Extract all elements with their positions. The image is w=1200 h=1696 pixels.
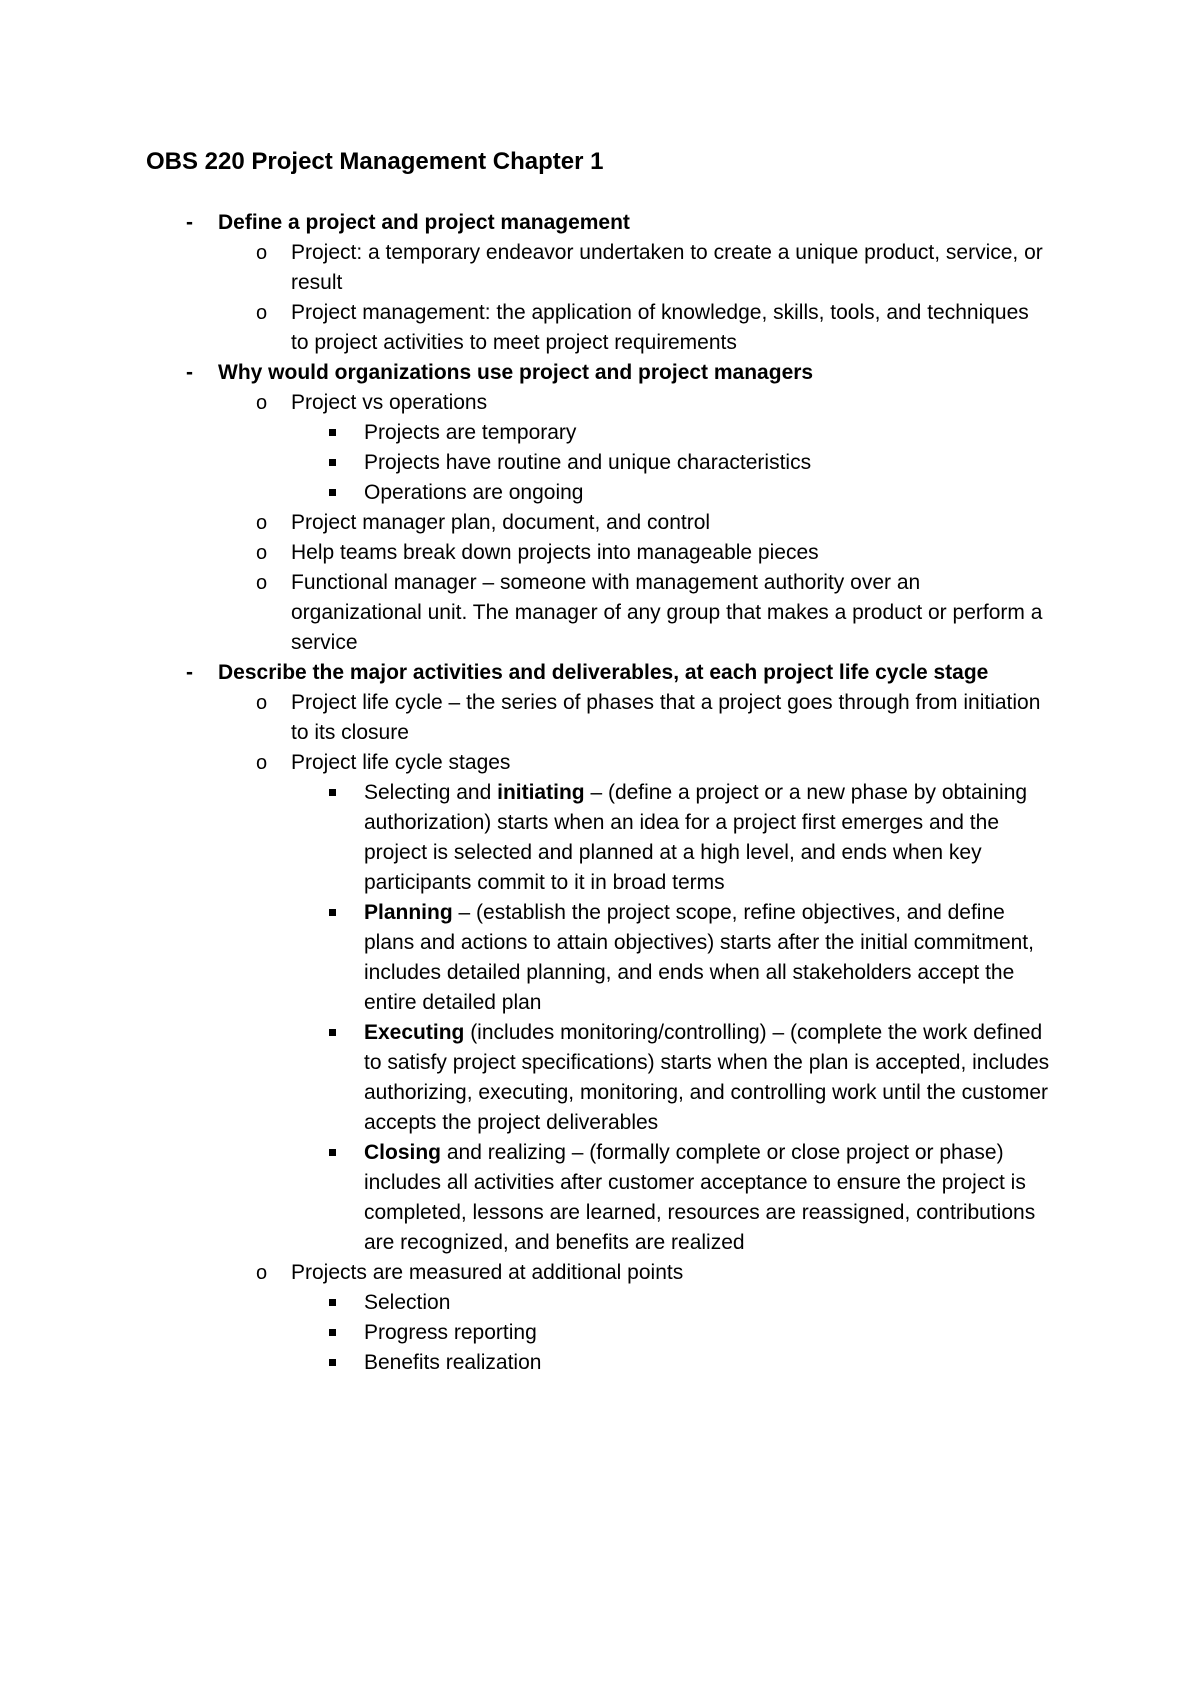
circle-bullet-icon: o [256,692,268,714]
section-heading [0,208,1078,238]
stage-name: Executing [364,1021,465,1044]
square-bullet-icon [329,489,336,496]
dash-marker: - [186,361,193,384]
sub-list-item-text: Progress reporting [364,1321,537,1344]
circle-bullet-icon: o [256,302,268,324]
document-title: OBS 220 Project Management Chapter 1 [146,148,604,175]
square-bullet-icon [329,1359,336,1366]
outline [0,208,1200,1378]
square-bullet-icon [329,909,336,916]
stage-name: Planning [364,901,453,924]
square-bullet-icon [329,1029,336,1036]
list-item-text: Project management: the application of knowledge, skills, tools, and techniques to project activities to meet project requirements [291,301,1029,354]
list-item-text: Project vs operations [291,391,488,414]
section-heading [0,358,1078,388]
stage-item [0,778,1054,898]
section-heading-text: Why would organizations use project and project managers [218,361,814,384]
sub-list-item-text: Benefits realization [364,1351,542,1374]
dash-marker: - [186,211,193,234]
sub-list-item [0,1288,1054,1318]
sub-list-item-text: Operations are ongoing [364,481,584,504]
sub-list-item [0,418,1054,448]
circle-bullet-icon: o [256,392,268,414]
section-heading [0,658,1078,688]
stage-item [0,1138,1054,1258]
sub-list-item-text: Selection [364,1291,451,1314]
dash-marker: - [186,661,193,684]
sub-list-item [0,448,1054,478]
square-bullet-icon [329,459,336,466]
sub-list-item-text: Projects are temporary [364,421,577,444]
stage-description: – (define a project or a new phase by obtaining authorization) starts when an idea for a project first emerges and the project is selected and planned at a high level, and ends when key participants commit to it in broad terms [364,781,1028,894]
sub-list-item-text: Projects have routine and unique characteristics [364,451,812,474]
list-item-text: Project life cycle stages [291,751,511,774]
list-item [0,568,1051,658]
stage-description: (includes monitoring/controlling) – (complete the work defined to satisfy project specifications) starts when the plan is accepted, includes authorizing, executing, monitoring, and controlling work until the customer accepts the project deliverables [364,1021,1050,1134]
list-item [0,748,1051,778]
sub-list-item [0,1348,1054,1378]
sub-list-item [0,478,1054,508]
list-item-text: Functional manager – someone with management authority over an organizational unit. The manager of any group that makes a product or perform a service [291,571,1043,654]
circle-bullet-icon: o [256,1262,268,1284]
stage-description: – (establish the project scope, refine objectives, and define plans and actions to attain objectives) starts after the initial commitment, includes detailed planning, and ends when all stakeholders accept the entire detailed plan [364,901,1034,1014]
section-heading-text: Describe the major activities and deliverables, at each project life cycle stage [218,661,989,684]
circle-bullet-icon: o [256,572,268,594]
stage-item [0,898,1054,1018]
stage-pre-text: Selecting and [364,781,498,804]
list-item-text: Project life cycle – the series of phases that a project goes through from initiation to its closure [291,691,1041,744]
sub-list-item [0,1318,1054,1348]
list-item-text: Project manager plan, document, and control [291,511,711,534]
list-item-text: Projects are measured at additional points [291,1261,684,1284]
stage-description: and realizing – (formally complete or close project or phase) includes all activities after customer acceptance to ensure the project is completed, lessons are learned, resources are reassigned, contributions are recognized, and benefits are realized [364,1141,1036,1254]
stage-item [0,1018,1054,1138]
stage-name: Closing [364,1141,441,1164]
list-item [0,388,1051,418]
square-bullet-icon [329,1149,336,1156]
square-bullet-icon [329,429,336,436]
list-item [0,298,1051,358]
list-item-text: Help teams break down projects into manageable pieces [291,541,819,564]
stage-name: initiating [497,781,585,804]
square-bullet-icon [329,789,336,796]
circle-bullet-icon: o [256,752,268,774]
list-item [0,688,1051,748]
circle-bullet-icon: o [256,542,268,564]
circle-bullet-icon: o [256,512,268,534]
circle-bullet-icon: o [256,242,268,264]
list-item [0,538,1051,568]
list-item [0,1258,1051,1288]
section-heading-text: Define a project and project management [218,211,630,234]
list-item [0,238,1051,298]
list-item [0,508,1051,538]
square-bullet-icon [329,1329,336,1336]
list-item-text: Project: a temporary endeavor undertaken to create a unique product, service, or result [291,241,1043,294]
square-bullet-icon [329,1299,336,1306]
